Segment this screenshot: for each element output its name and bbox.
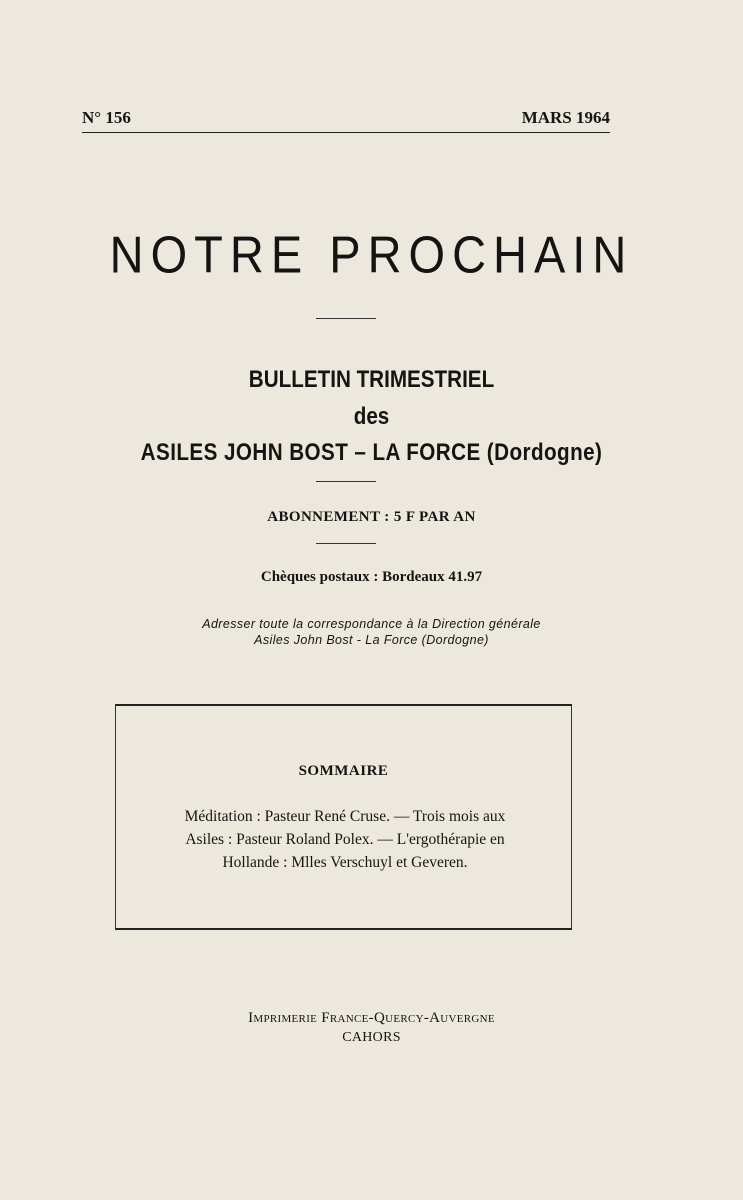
subtitle-line-2: des (353, 403, 390, 430)
subtitle-line-1: BULLETIN TRIMESTRIEL (248, 366, 495, 393)
summary-line-1: Méditation : Pasteur René Cruse. — Trois mois aux (184, 808, 506, 825)
postal-account: Chèques postaux : Bordeaux 41.97 (260, 569, 483, 585)
divider-rule (316, 543, 376, 544)
summary-box (115, 704, 572, 930)
issue-date: MARS 1964 (521, 108, 610, 127)
subtitle-line-3: ASILES JOHN BOST – LA FORCE (Dordogne) (140, 439, 603, 466)
summary-body (138, 805, 552, 874)
address-line-1: Adresser toute la correspondance à la Direction générale (202, 617, 541, 631)
summary-line-2: Asiles : Pasteur Roland Polex. — L'ergothérapie en (185, 831, 505, 848)
printer-city: CAHORS (342, 1030, 401, 1045)
divider-rule (316, 318, 376, 319)
masthead (82, 108, 610, 133)
issue-number: N° 156 (82, 108, 131, 127)
address-line-2: Asiles John Bost - La Force (Dordogne) (254, 633, 489, 647)
publication-title: NOTRE PROCHAIN (109, 225, 634, 284)
subscription-price: ABONNEMENT : 5 F PAR AN (267, 509, 476, 525)
divider-rule (316, 481, 376, 482)
summary-heading: SOMMAIRE (298, 763, 389, 779)
summary-line-3: Hollande : Mlles Verschuyl et Geveren. (222, 854, 468, 871)
printer-name: Imprimerie France-Quercy-Auvergne (248, 1010, 495, 1026)
